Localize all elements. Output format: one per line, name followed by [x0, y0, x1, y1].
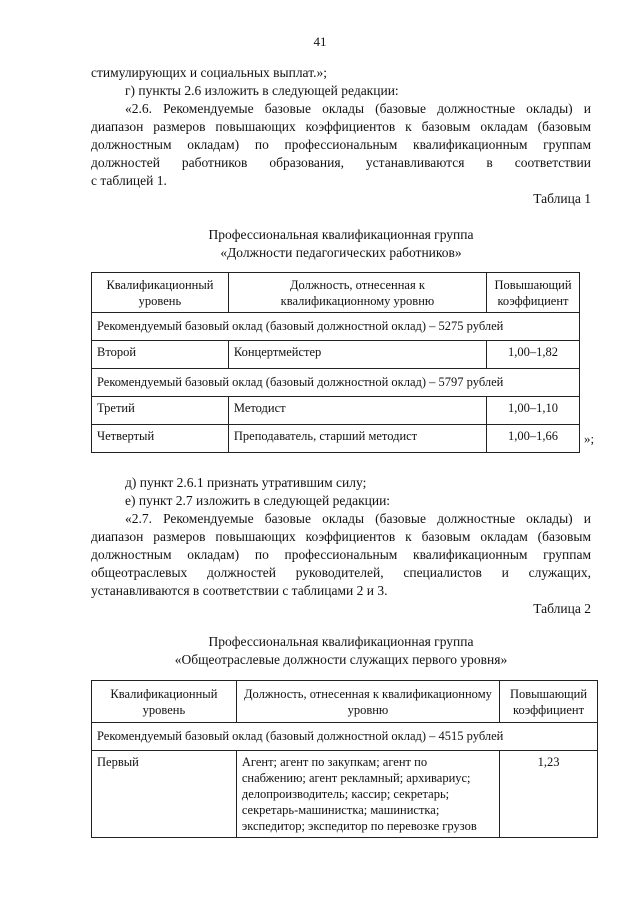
text-line: должностей работников образования, устанавливаются в соответствии: [91, 155, 591, 170]
text-line: с таблицей 1.: [91, 173, 167, 188]
text-line: устанавливаются в соответствии с таблицами 2 и 3.: [91, 583, 388, 598]
position-line: экспедитор; экспедитор по перевозке грузов: [241, 819, 477, 833]
closing-quote-mark: »;: [584, 431, 595, 446]
text-line: г) пункты 2.6 изложить в следующей редакции:: [125, 83, 399, 98]
salary-row: Рекомендуемый базовый оклад (базовый должностной оклад) – 4515 рублей: [92, 723, 598, 751]
level-cell: Первый: [92, 751, 237, 838]
table2-title: [91, 633, 591, 669]
text-line: диапазон размеров повышающих коэффициентов к базовым окладам (базовым: [91, 529, 591, 544]
text-line: должностным окладам) по профессиональным квалификационным группам: [91, 547, 591, 562]
position-line: снабжению; агент рекламный; архивариус;: [241, 771, 471, 785]
header-cell: Повышающий коэффициент: [487, 273, 580, 313]
intro-text: [91, 64, 591, 190]
text-line: должностным окладам) по профессиональным квалификационным группам: [91, 137, 591, 152]
table2-title-line: «Общеотраслевые должности служащих первого уровня»: [174, 652, 508, 667]
position-cell: Концертмейстер: [228, 341, 486, 369]
salary-row: Рекомендуемый базовый оклад (базовый должностной оклад) – 5797 рублей: [92, 369, 580, 397]
position-cell: [236, 751, 499, 838]
table1-label: Таблица 1: [533, 191, 591, 206]
header-cell: Должность, отнесенная к квалификационному уровню: [236, 681, 499, 723]
middle-text: [91, 474, 591, 600]
table2: [91, 680, 598, 838]
coef-cell: 1,00–1,10: [487, 397, 580, 425]
salary-row: Рекомендуемый базовый оклад (базовый должностной оклад) – 5275 рублей: [92, 313, 580, 341]
level-cell: Третий: [92, 397, 229, 425]
text-line: стимулирующих и социальных выплат.»;: [91, 65, 327, 80]
text-line: е) пункт 2.7 изложить в следующей редакции:: [125, 493, 391, 508]
text-line: «2.6. Рекомендуемые базовые оклады (базовые должностные оклады) и: [125, 101, 591, 116]
page-number: 41: [313, 34, 327, 49]
level-cell: Четвертый: [92, 425, 229, 453]
position-line: делопроизводитель; кассир; секретарь;: [241, 787, 450, 801]
text-line: «2.7. Рекомендуемые базовые оклады (базовые должностные оклады) и: [125, 511, 591, 526]
position-cell: Методист: [228, 397, 486, 425]
position-line: секретарь-машинистка; машинистка;: [241, 803, 440, 817]
table1: [91, 272, 580, 453]
table1-title-line: «Должности педагогических работников»: [220, 245, 462, 260]
table2-title-line: Профессиональная квалификационная группа: [208, 634, 474, 649]
coef-cell: 1,00–1,66: [487, 425, 580, 453]
header-cell: Повышающий коэффициент: [500, 681, 598, 723]
table1-title: [91, 226, 591, 262]
level-cell: Второй: [92, 341, 229, 369]
header-cell: Квалификационный уровень: [92, 273, 229, 313]
position-cell: Преподаватель, старший методист: [228, 425, 486, 453]
header-cell: Должность, отнесенная к квалификационному уровню: [228, 273, 486, 313]
position-line: Агент; агент по закупкам; агент по: [241, 755, 428, 769]
text-line: диапазон размеров повышающих коэффициентов к базовым окладам (базовым: [91, 119, 591, 134]
table1-title-line: Профессиональная квалификационная группа: [208, 227, 474, 242]
coef-cell: 1,00–1,82: [487, 341, 580, 369]
text-line: д) пункт 2.6.1 признать утратившим силу;: [125, 475, 367, 490]
coef-cell: 1,23: [500, 751, 598, 838]
table2-label: Таблица 2: [533, 601, 591, 616]
text-line: общеотраслевых должностей руководителей, специалистов и служащих,: [91, 565, 591, 580]
header-cell: Квалификационный уровень: [92, 681, 237, 723]
